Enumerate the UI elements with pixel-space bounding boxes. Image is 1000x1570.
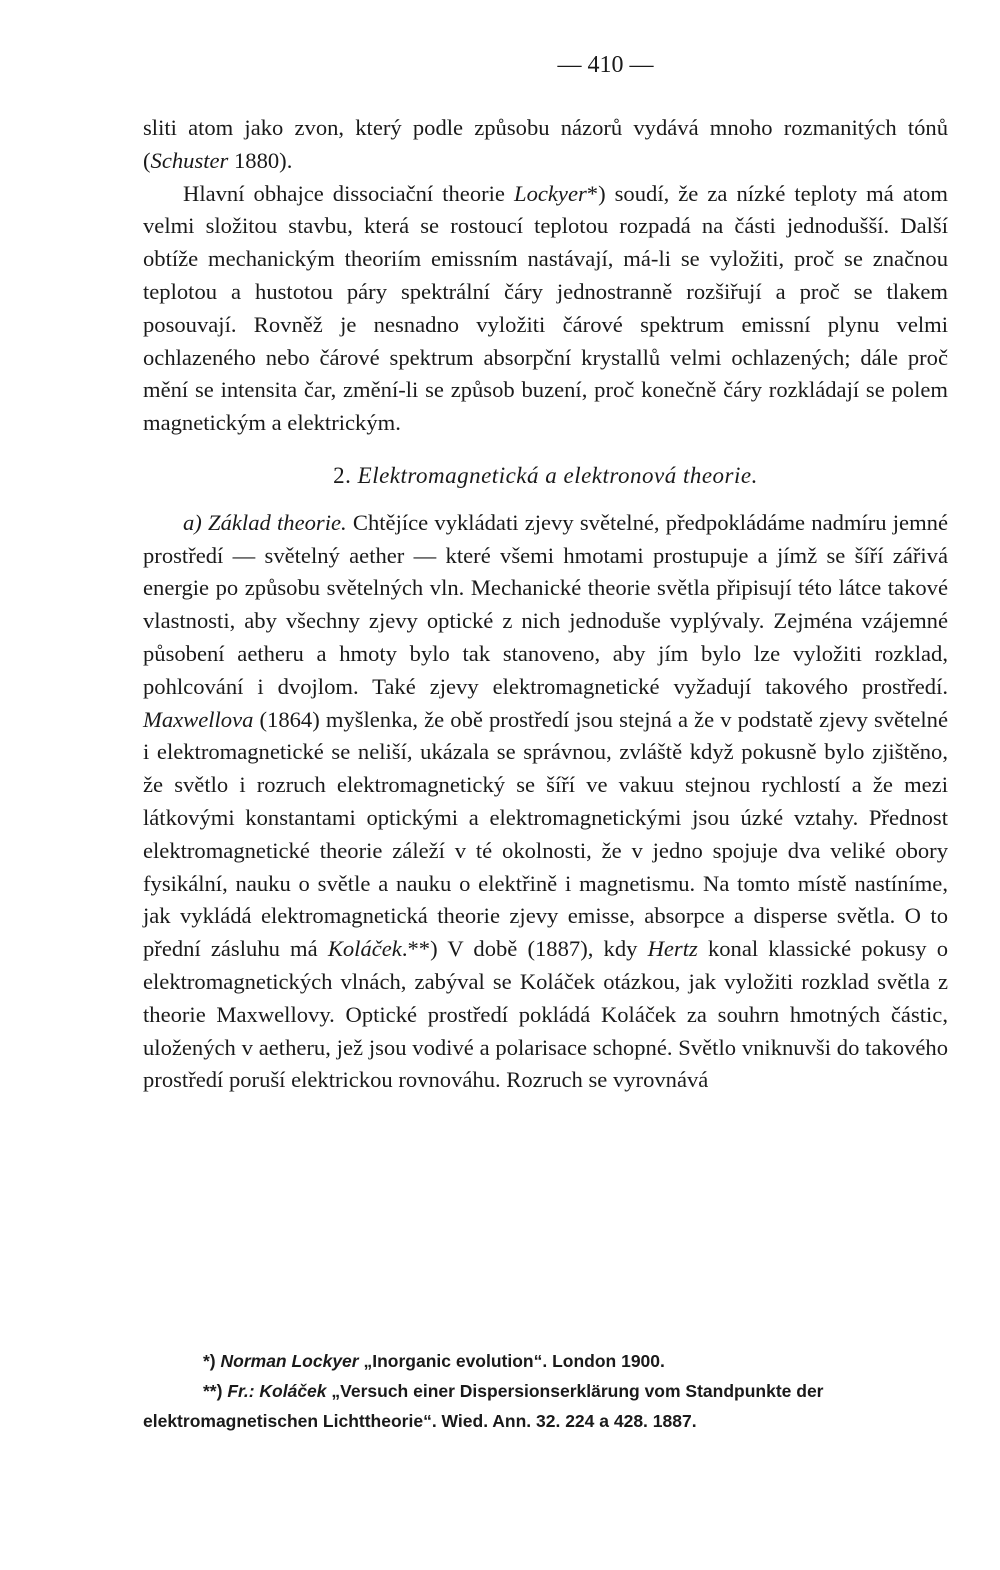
footnote-2-mark: **) [203, 1381, 228, 1401]
footnote-2 [143, 1376, 948, 1436]
footnotes [143, 1346, 948, 1436]
page-number: — 410 — [557, 52, 654, 78]
section-number: 2. [333, 462, 358, 488]
footnote-2-author-prefix: Fr.: [227, 1381, 260, 1401]
footnote-1 [143, 1346, 948, 1376]
paragraph-3 [143, 507, 948, 1097]
p3-text-d: konal klassické pokusy o elektromagnetických vlnách, zabýval se Koláček otázkou, jak vyložiti rozklad světla z theorie Maxwellovy. Optické prostředí pokládá Koláček za souhrn hmotných částic, uložených v aetheru, jež jsou vodivé a polarisace schopné. Světlo vniknuvši do takového prostředí poruší elektrickou rovnováhu. Rozruch se vyrovnává [143, 936, 948, 1093]
p1-text-a: sliti atom jako zvon, který podle způsobu názorů vydává mnoho rozmanitých tónů ( [143, 115, 948, 173]
author-schuster: Schuster [150, 147, 229, 173]
p3-text-c: .**) V době (1887), kdy [401, 936, 648, 962]
author-kolacek: Koláček [327, 936, 402, 962]
paragraph-2 [143, 178, 948, 440]
section-heading [143, 460, 948, 493]
footnote-2-author: Koláček [259, 1381, 327, 1401]
p1-text-b: 1880). [228, 147, 293, 173]
footnote-1-author: Norman Lockyer [220, 1351, 359, 1371]
footnote-1-text: „Inorganic evolution“. London 1900. [358, 1351, 665, 1371]
author-lockyer: Lockyer [514, 180, 587, 206]
body-text [143, 112, 948, 1097]
footnote-1-mark: *) [203, 1351, 221, 1371]
paragraph-1 [143, 112, 948, 178]
author-maxwell: Maxwellova [143, 706, 254, 732]
p3-text-a: Chtějíce vykládati zjevy světelné, předpokládáme nadmíru jemné prostředí — světelný aether — které všemi hmotami prostupuje a jímž se šíří zářivá energie po způsobu světelných vln. Mechanické theorie světla připisují této látce takové vlastnosti, aby všechny zjevy optické z nich jednoduše vyplývaly. Zejména vzájemné působení aetheru a hmoty bylo tak stanoveno, aby jím bylo lze vyložiti rozklad, pohlcování i dvojlom. Také zjevy elektromagnetické vyžadují takového prostředí. [143, 509, 948, 699]
footnote-2-text: „Versuch einer Dispersionserklärung vom Standpunkte der elektromagnetischen Lichttheorie“. Wied. Ann. 32. 224 a 428. 1887. [143, 1381, 824, 1431]
p3-text-b: (1864) myšlenka, že obě prostředí jsou stejná a že v podstatě zjevy světelné i elektromagnetické se neliší, ukázala se správnou, zvláště když pokusně bylo zjištěno, že světlo i rozruch elektromagnetický se šíří ve vakuu stejnou rychlostí a že mezi látkovými konstantami optickými a elektromagnetickými jsou úzké vztahy. Přednost elektromagnetické theorie záleží v té okolnosti, že v jedno spojuje dva veliké obory fysikální, nauku o světle a nauku o elektřině i magnetismu. Na tomto místě nastíníme, jak vykládá elektromagnetická theorie zjevy emisse, absorpce a disperse světla. O to přední zásluhu má [143, 706, 948, 962]
p2-text-a: Hlavní obhajce dissociační theorie [183, 180, 514, 206]
p2-text-b: *) soudí, že za nízké teploty má atom velmi složitou stavbu, která se rostoucí teplotou rozpadá na části jednodušší. Další obtíže mechanickým theoriím emissním nastávají, má-li se vyložiti, proč se značnou teplotou a hustotou páry spektrální čáry jednostranně rozšiřují a proč se tlakem posouvají. Rovněž je nesnadno vyložiti čárové spektrum emissní plynu velmi ochlazeného nebo čárové spektrum absorpční krystallů velmi ochlazených; dále proč mění se intensita čar, změní-li se způsob buzení, proč konečně čáry rozkládají se polem magnetickým a elektrickým. [143, 180, 948, 436]
section-title: Elektromagnetická a elektronová theorie. [357, 462, 758, 488]
author-hertz: Hertz [647, 936, 698, 962]
subsection-label: a) Základ theorie. [183, 509, 347, 535]
